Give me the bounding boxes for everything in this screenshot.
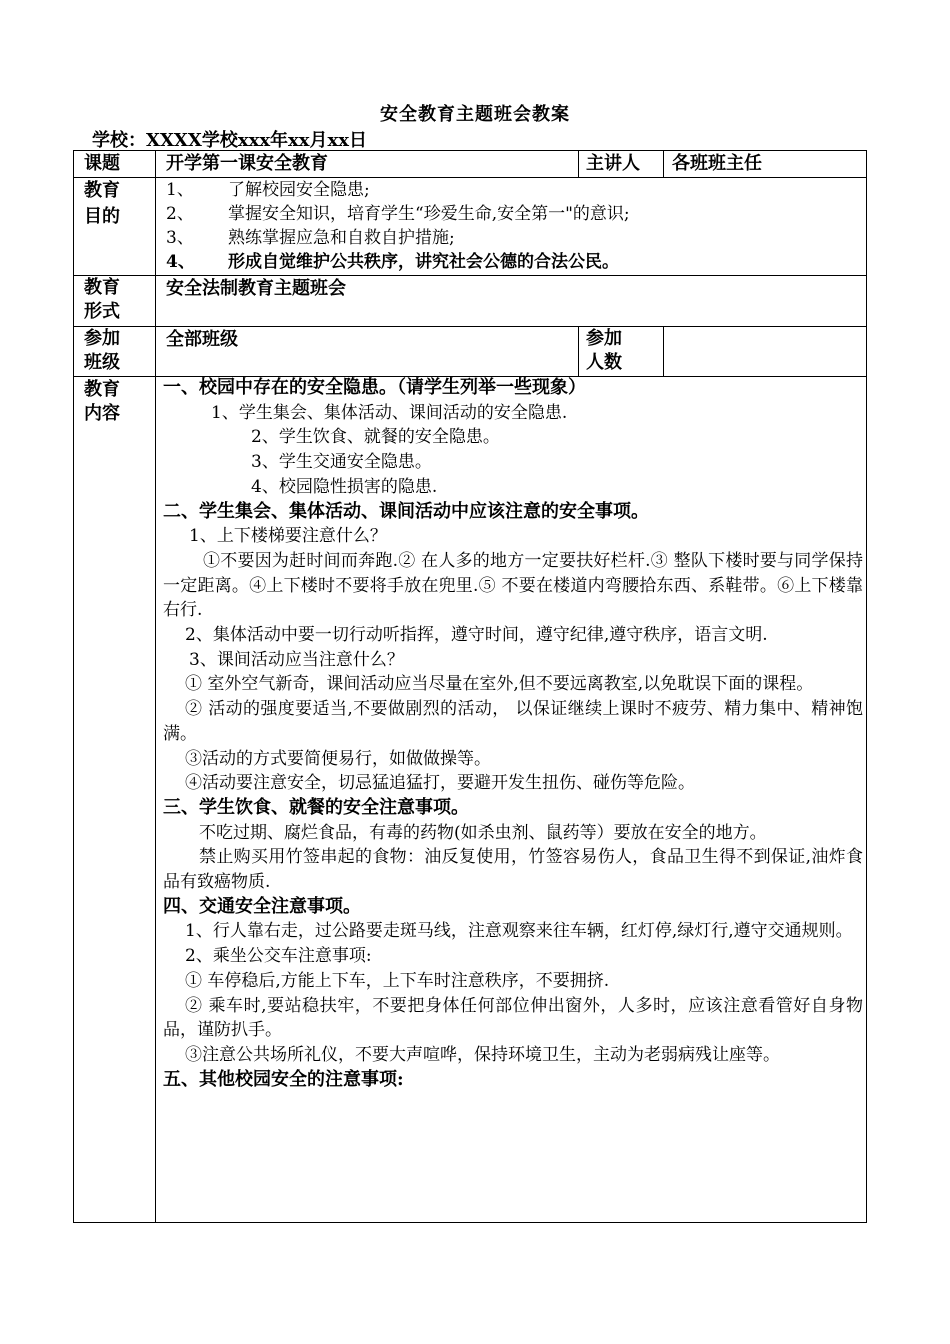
content-paragraph: 不吃过期、腐烂食品，有毒的药物(如杀虫剂、鼠药等）要放在安全的地方。 bbox=[199, 822, 767, 843]
content-paragraph: 2、集体活动中要一切行动听指挥，遵守时间，遵守纪律,遵守秩序，语言文明. bbox=[185, 625, 768, 646]
content-paragraph: 禁止购买用竹签串起的食物：油反复使用，竹签容易伤人，食品卫生得不到保证,油炸食品有致癌物质. bbox=[163, 847, 863, 893]
content-line: ③活动的方式要简便易行，如做做操等。 bbox=[185, 748, 491, 769]
column-divider bbox=[578, 326, 579, 376]
speaker-label: 主讲人 bbox=[586, 153, 640, 174]
form-value: 安全法制教育主题班会 bbox=[166, 278, 346, 299]
content-line: ① 车停稳后,方能上下车，上下车时注意秩序，不要拥挤. bbox=[185, 970, 610, 991]
goal-item bbox=[166, 250, 619, 275]
form-label: 教育形式 bbox=[84, 277, 120, 322]
document-title: 安全教育主题班会教案 bbox=[380, 104, 570, 125]
school-date-line: 学校：XXXX学校xxx年xx月xx日 bbox=[92, 130, 367, 151]
content-line: 4、校园隐性损害的隐患. bbox=[251, 476, 438, 497]
content-paragraph: 1、行人靠右走，过公路要走斑马线，注意观察来往车辆，红灯停,绿灯行,遵守交通规则。 bbox=[185, 921, 853, 942]
goal-text: 形成自觉维护公共秩序，讲究社会公德的合法公民。 bbox=[228, 252, 619, 272]
section-heading: 五、其他校园安全的注意事项: bbox=[163, 1068, 404, 1090]
goal-item bbox=[166, 226, 455, 251]
section-heading: 四、交通安全注意事项。 bbox=[163, 895, 361, 917]
section-heading: 一、校园中存在的安全隐患。（请学生列举一些现象） bbox=[163, 377, 586, 398]
content-line: ④活动要注意安全，切忌猛追猛打，要避开发生扭伤、碰伤等危险。 bbox=[185, 773, 695, 794]
goal-number: 4、 bbox=[166, 252, 195, 272]
topic-value: 开学第一课安全教育 bbox=[166, 153, 328, 174]
content-line: 2、学生饮食、就餐的安全隐患。 bbox=[251, 427, 500, 448]
goal-text: 掌握安全知识，培育学生“珍爱生命,安全第一"的意识; bbox=[228, 204, 630, 224]
goal-number: 1、 bbox=[166, 180, 194, 200]
goal-text: 了解校园安全隐患; bbox=[228, 180, 370, 200]
section-heading: 三、学生饮食、就餐的安全注意事项。 bbox=[163, 796, 469, 818]
content-line: 1、上下楼梯要注意什么？ bbox=[189, 526, 387, 547]
speaker-value: 各班班主任 bbox=[672, 153, 762, 174]
content-line: 3、课间活动应当注意什么？ bbox=[189, 649, 404, 670]
participants-value: 全部班级 bbox=[166, 329, 238, 350]
content-line: 2、乘坐公交车注意事项: bbox=[185, 946, 372, 967]
topic-label: 课题 bbox=[84, 153, 120, 174]
label-column-divider bbox=[155, 150, 156, 1223]
participants-label: 参加班级 bbox=[84, 328, 120, 373]
goal-item bbox=[166, 178, 370, 203]
content-line: 1、学生集会、集体活动、课间活动的安全隐患. bbox=[211, 402, 568, 423]
goal-item bbox=[166, 202, 630, 227]
goal-number: 3、 bbox=[166, 228, 194, 248]
goal-text: 熟练掌握应急和自救自护措施; bbox=[228, 228, 455, 248]
content-label: 教育内容 bbox=[84, 379, 120, 424]
participant-count-label: 参加人数 bbox=[586, 328, 622, 373]
content-paragraph: ② 活动的强度要适当,不要做剧烈的活动， 以保证继续上课时不疲劳、精力集中、精神饱满。 bbox=[163, 699, 863, 744]
column-divider bbox=[663, 326, 664, 376]
content-paragraph: ③注意公共场所礼仪，不要大声喧哗，保持环境卫生，主动为老弱病残让座等。 bbox=[185, 1044, 780, 1065]
content-paragraph: ② 乘车时,要站稳扶牢，不要把身体任何部位伸出窗外，人多时，应该注意看管好自身物品，谨防扒手。 bbox=[163, 995, 863, 1041]
column-divider bbox=[663, 150, 664, 177]
goals-label: 教育目的 bbox=[84, 180, 120, 227]
content-body bbox=[163, 376, 863, 1092]
section-heading: 二、学生集会、集体活动、课间活动中应该注意的安全事项。 bbox=[163, 500, 649, 522]
column-divider bbox=[578, 150, 579, 177]
content-line: 3、学生交通安全隐患。 bbox=[251, 452, 432, 473]
goal-number: 2、 bbox=[166, 204, 194, 224]
content-paragraph: ①不要因为赶时间而奔跑.② 在人多的地方一定要扶好栏杆.③ 整队下楼时要与同学保持一定距离。④上下楼时不要将手放在兜里.⑤ 不要在楼道内弯腰拾东西、系鞋带。⑥上下楼靠右行. bbox=[163, 550, 863, 621]
content-paragraph: ① 室外空气新奇，课间活动应当尽量在室外,但不要远离教室,以免耽误下面的课程。 bbox=[185, 674, 814, 695]
